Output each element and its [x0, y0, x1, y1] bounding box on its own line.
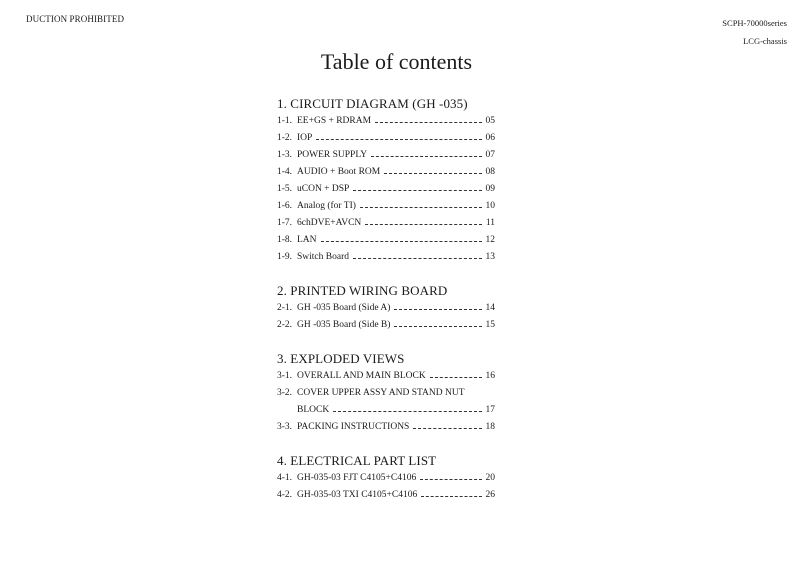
entry-title: Analog (for TI): [297, 201, 356, 211]
toc-entry[interactable]: [277, 232, 495, 249]
toc-entry[interactable]: [277, 249, 495, 266]
entry-title: GH -035 Board (Side A): [297, 303, 391, 313]
dot-leader: [353, 181, 481, 191]
dot-leader: [384, 164, 481, 174]
dot-leader: [375, 113, 481, 123]
toc-entry[interactable]: [277, 300, 495, 317]
entry-number: 1-7.: [277, 218, 293, 228]
entry-page: 20: [485, 473, 495, 483]
toc-entry[interactable]: [277, 419, 495, 436]
toc-entry[interactable]: [277, 385, 495, 402]
toc-entry[interactable]: [277, 470, 495, 487]
entry-number: 1-9.: [277, 252, 293, 262]
entry-number: [277, 402, 297, 419]
toc-entry[interactable]: [277, 215, 495, 232]
entry-page: 26: [485, 490, 495, 500]
entry-title: IOP: [297, 133, 313, 143]
dot-leader: [413, 419, 481, 429]
entry-page: 06: [485, 133, 495, 143]
entry-title: Switch Board: [297, 252, 349, 262]
entry-title: GH -035 Board (Side B): [297, 320, 391, 330]
toc-entry[interactable]: [277, 130, 495, 147]
entry-title: PACKING INSTRUCTIONS: [297, 422, 410, 432]
entry-number: 1-2.: [277, 133, 293, 143]
dot-leader: [371, 147, 481, 157]
toc-entry[interactable]: [277, 181, 495, 198]
entry-title: GH-035-03 FJT C4105+C4106: [297, 473, 417, 483]
entry-number: 1-1.: [277, 116, 293, 126]
entry-title: LAN: [297, 235, 317, 245]
page-title: Table of contents: [320, 49, 473, 74]
entry-page: 07: [485, 150, 495, 160]
entry-number: 4-2.: [277, 490, 293, 500]
entry-title: GH-035-03 TXI C4105+C4106: [297, 490, 418, 500]
section-heading[interactable]: 4. ELECTRICAL PART LIST: [277, 453, 437, 468]
dot-leader: [333, 402, 481, 412]
section-heading[interactable]: 3. EXPLODED VIEWS: [277, 351, 405, 366]
entry-title: OVERALL AND MAIN BLOCK: [297, 371, 426, 381]
toc-entry[interactable]: [277, 368, 495, 385]
dot-leader: [430, 368, 482, 378]
entry-number: 2-2.: [277, 320, 293, 330]
dot-leader: [360, 198, 482, 208]
entry-page: 17: [485, 405, 495, 415]
entry-page: 16: [485, 371, 495, 381]
section-heading[interactable]: 1. CIRCUIT DIAGRAM (GH -035): [277, 96, 468, 111]
entry-title: AUDIO + Boot ROM: [297, 167, 381, 177]
dot-leader: [365, 215, 482, 225]
header-left-text: DUCTION PROHIBITED: [26, 14, 125, 24]
toc-entry[interactable]: [277, 402, 495, 419]
toc-entry[interactable]: [277, 147, 495, 164]
table-of-contents: [277, 95, 495, 520]
entry-title: POWER SUPPLY: [297, 150, 368, 160]
entry-page: 13: [485, 252, 495, 262]
dot-leader: [420, 470, 481, 480]
model-series: SCPH-70000series: [722, 18, 787, 28]
entry-title: 6chDVE+AVCN: [297, 218, 362, 228]
entry-page: 14: [485, 303, 495, 313]
entry-number: 3-3.: [277, 422, 293, 432]
entry-number: 1-8.: [277, 235, 293, 245]
entry-number: 4-1.: [277, 473, 293, 483]
entry-number: 1-4.: [277, 167, 293, 177]
dot-leader: [394, 300, 481, 310]
toc-entry[interactable]: [277, 113, 495, 130]
toc-section-3: [277, 350, 495, 436]
entry-number: 1-6.: [277, 201, 293, 211]
entry-number: 3-1.: [277, 371, 293, 381]
entry-page: 15: [485, 320, 495, 330]
toc-section-4: [277, 452, 495, 504]
entry-page: 11: [485, 218, 495, 228]
entry-title: EE+GS + RDRAM: [297, 116, 372, 126]
entry-page: 12: [485, 235, 495, 245]
toc-section-1: [277, 95, 495, 266]
toc-entry[interactable]: [277, 198, 495, 215]
entry-page: 05: [485, 116, 495, 126]
dot-leader: [353, 249, 482, 259]
toc-entry[interactable]: [277, 317, 495, 334]
dot-leader: [394, 317, 481, 327]
entry-page: 18: [485, 422, 495, 432]
entry-page: 09: [485, 184, 495, 194]
toc-entry[interactable]: [277, 164, 495, 181]
dot-leader: [321, 232, 482, 242]
toc-section-2: [277, 282, 495, 334]
toc-entry[interactable]: [277, 487, 495, 504]
entry-title: BLOCK: [297, 405, 330, 415]
entry-number: 1-5.: [277, 184, 293, 194]
entry-page: 10: [485, 201, 495, 211]
entry-title: uCON + DSP: [297, 184, 350, 194]
header-right: [722, 14, 787, 50]
entry-page: 08: [485, 167, 495, 177]
dot-leader: [421, 487, 481, 497]
entry-title: COVER UPPER ASSY AND STAND NUT: [297, 388, 465, 398]
dot-leader: [316, 130, 481, 140]
entry-number: 2-1.: [277, 303, 293, 313]
entry-number: 1-3.: [277, 150, 293, 160]
chassis-name: LCG-chassis: [743, 36, 787, 46]
entry-number: 3-2.: [277, 388, 293, 398]
section-heading[interactable]: 2. PRINTED WIRING BOARD: [277, 283, 448, 298]
